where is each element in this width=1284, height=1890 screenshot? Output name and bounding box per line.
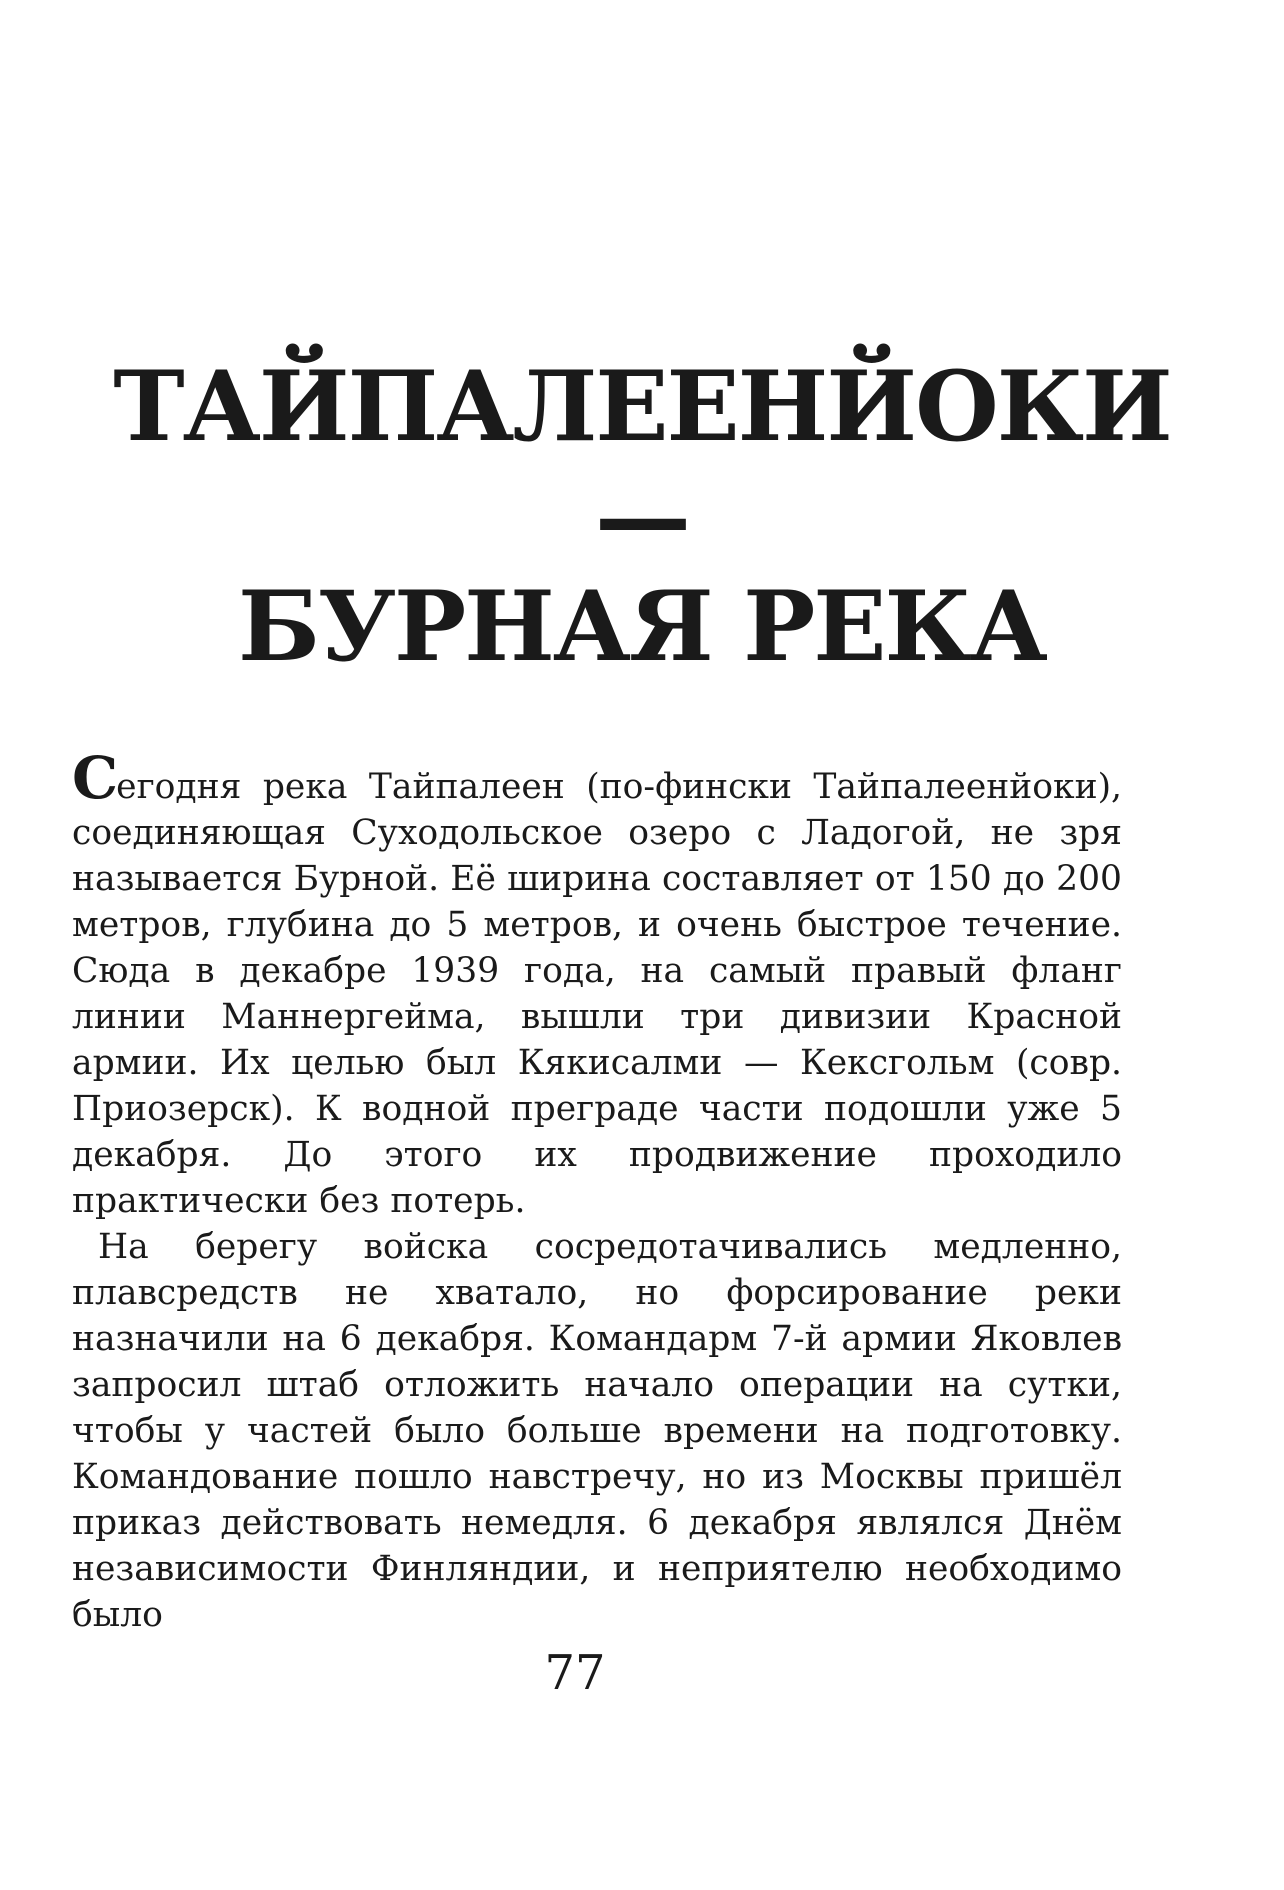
chapter-title bbox=[60, 352, 1224, 682]
drop-cap: С bbox=[72, 744, 117, 812]
paragraph-1 bbox=[72, 744, 1122, 1224]
paragraph-1-text: егодня река Тайпалеен (по-фински Тайпалеенйоки), соединяющая Суходольское озеро с Ладогой, не зря называется Бурной. Её ширина составляет от 150 до 200 метров, глубина до 5 метров, и очень быстрое течение. Сюда в декабре 1939 года, на самый правый фланг линии Маннергейма, вышли три дивизии Красной армии. Их целью был Кякисалми — Кексгольм (совр. Приозерск). К водной преграде части подошли уже 5 декабря. До этого их продвижение проходило практически без потерь. bbox=[72, 767, 1122, 1221]
paragraph-2: На берегу войска сосредотачивались медленно, плавсредств не хватало, но форсирование реки назначили на 6 декабря. Командарм 7-й армии Яковлев запросил штаб отложить начало операции на сутки, чтобы у частей было больше времени на подготовку. Командование пошло навстречу, но из Москвы пришёл приказ действовать немедля. 6 декабря являлся Днём независимости Финляндии, и неприятелю необходимо было bbox=[72, 1227, 1122, 1635]
body-text bbox=[72, 744, 1122, 1638]
chapter-title-line-1: ТАЙПАЛЕЕНЙОКИ — bbox=[113, 350, 1171, 573]
page-number: 77 bbox=[544, 1645, 606, 1701]
chapter-title-line-2: БУРНАЯ РЕКА bbox=[238, 570, 1046, 683]
